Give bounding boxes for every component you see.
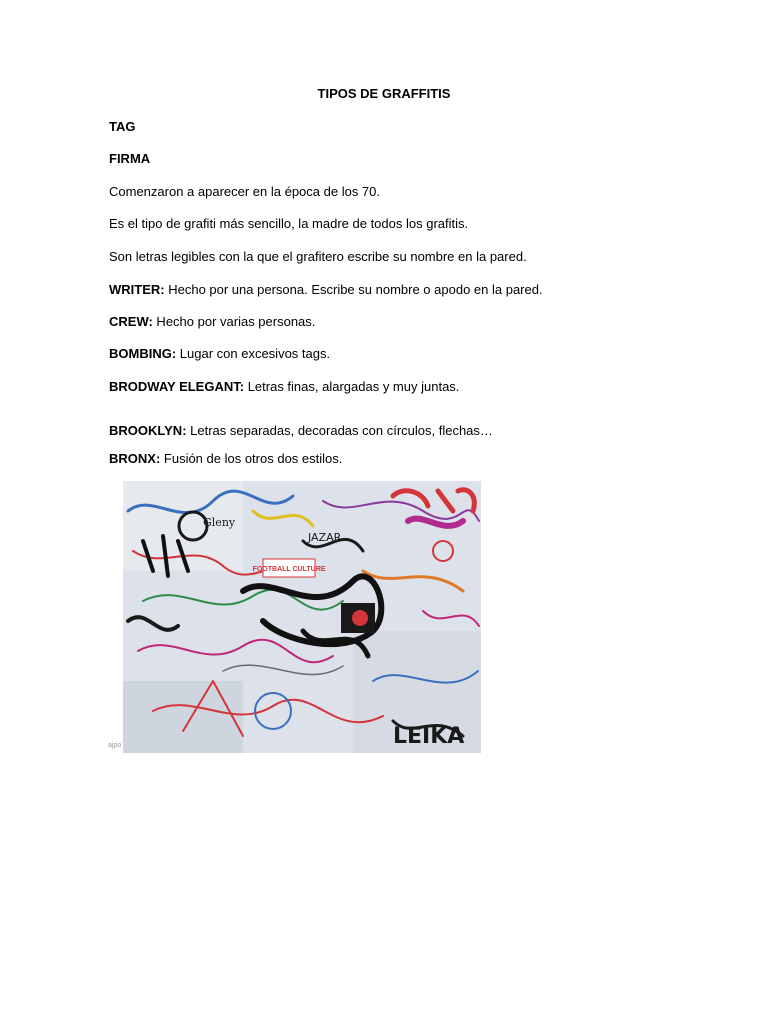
wall-text-leika: LEIKA — [393, 724, 465, 749]
definition-text: Fusión de los otros dos estilos. — [160, 451, 343, 466]
wall-text-football-culture: FOOTBALL CULTURE — [252, 566, 326, 573]
wall-text-jazar: JAZAR — [308, 531, 342, 544]
paragraph-1: Comenzaron a aparecer en la época de los 70. — [109, 184, 381, 199]
definition-term: BRODWAY ELEGANT: — [109, 379, 245, 394]
image-watermark: ajpo — [108, 742, 122, 749]
paragraph-2: Es el tipo de grafiti más sencillo, la madre de todos los grafitis. — [109, 216, 469, 231]
wall-text-gleny: Gleny — [203, 516, 236, 529]
definition-brooklyn — [109, 423, 493, 439]
document-title: TIPOS DE GRAFFITIS — [317, 86, 451, 101]
definition-text: Hecho por varias personas. — [152, 314, 316, 329]
definition-term: WRITER: — [109, 282, 165, 297]
definition-bombing — [109, 346, 330, 362]
definition-brodway-elegant — [109, 379, 459, 395]
graffiti-wall-photo — [123, 481, 481, 753]
definition-text: Hecho por una persona. Escribe su nombre o apodo en la pared. — [164, 282, 543, 297]
definition-text: Letras finas, alargadas y muy juntas. — [244, 379, 460, 394]
definition-term: BRONX: — [109, 451, 161, 466]
heading-tag: TAG — [109, 119, 136, 134]
definition-term: BOMBING: — [109, 346, 177, 361]
definition-bronx — [109, 451, 342, 467]
definition-crew — [109, 314, 315, 330]
definition-term: BROOKLYN: — [109, 423, 187, 438]
definition-writer — [109, 282, 543, 298]
definition-term: CREW: — [109, 314, 153, 329]
graffiti-wall-drawing — [123, 481, 481, 753]
paragraph-3: Son letras legibles con la que el grafitero escribe su nombre en la pared. — [109, 249, 527, 264]
heading-firma: FIRMA — [109, 151, 151, 166]
definition-text: Letras separadas, decoradas con círculos, flechas… — [186, 423, 493, 438]
definition-text: Lugar con excesivos tags. — [176, 346, 331, 361]
